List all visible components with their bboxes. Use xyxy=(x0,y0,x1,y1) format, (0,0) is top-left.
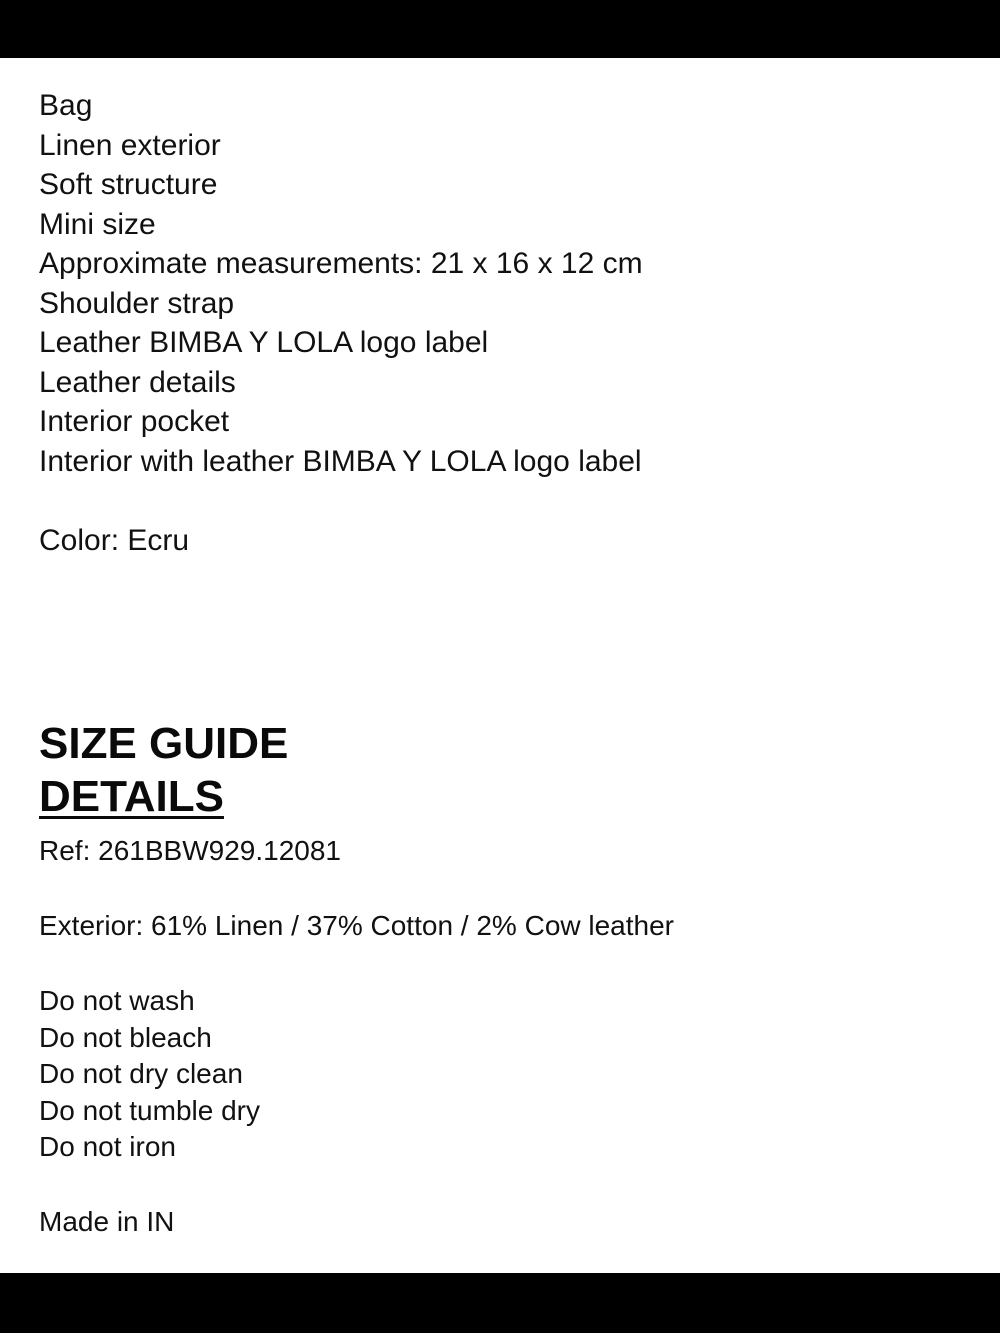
care-instructions-list xyxy=(39,983,260,1166)
feature-item: Soft structure xyxy=(39,168,218,201)
feature-item: Approximate measurements: 21 x 16 x 12 cm xyxy=(39,247,643,280)
product-info-panel xyxy=(0,58,1000,1273)
feature-item: Bag xyxy=(39,89,93,122)
care-item: Do not tumble dry xyxy=(39,1094,260,1126)
color-text: Color: Ecru xyxy=(39,524,190,557)
details-tab[interactable]: DETAILS xyxy=(39,772,224,821)
care-item: Do not dry clean xyxy=(39,1058,243,1090)
size-guide-link[interactable]: SIZE GUIDE xyxy=(39,719,289,768)
care-item: Do not wash xyxy=(39,985,195,1016)
care-item: Do not iron xyxy=(39,1131,176,1163)
feature-item: Shoulder strap xyxy=(39,286,235,320)
top-bar xyxy=(0,0,1000,58)
feature-list xyxy=(39,86,643,481)
origin-text: Made in IN xyxy=(39,1206,175,1237)
feature-item: Leather BIMBA Y LOLA logo label xyxy=(39,326,489,359)
reference-number: Ref: 261BBW929.12081 xyxy=(39,835,341,866)
bottom-bar xyxy=(0,1273,1000,1333)
feature-item: Linen exterior xyxy=(39,128,221,162)
feature-item: Mini size xyxy=(39,207,156,241)
composition-text: Exterior: 61% Linen / 37% Cotton / 2% Cow leather xyxy=(39,910,675,941)
feature-item: Interior pocket xyxy=(39,405,230,438)
care-item: Do not bleach xyxy=(39,1021,212,1053)
feature-item: Interior with leather BIMBA Y LOLA logo label xyxy=(39,444,642,478)
feature-item: Leather details xyxy=(39,365,236,399)
